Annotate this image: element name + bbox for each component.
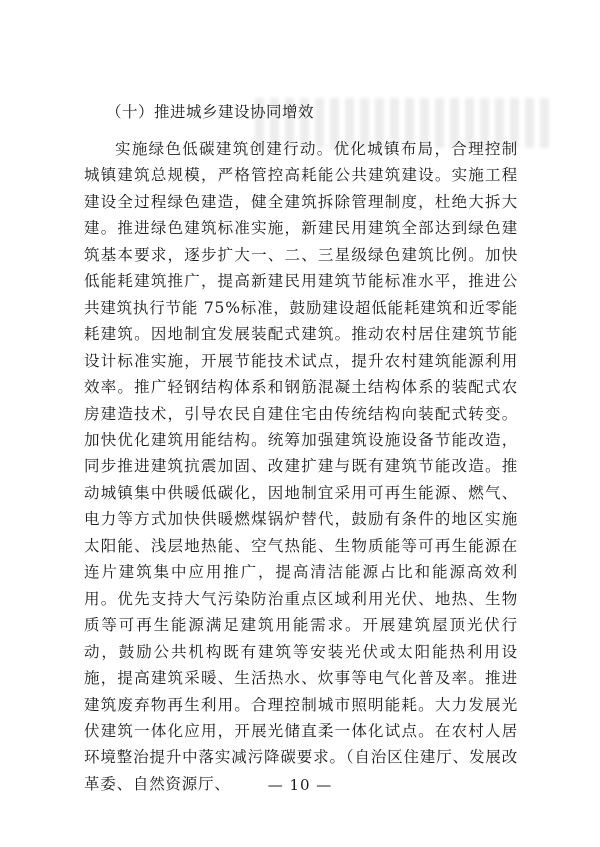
section-heading: （十）推进城乡建设协同增效 bbox=[106, 103, 315, 121]
page-number: — 10 — bbox=[267, 776, 333, 794]
body-paragraph: 实施绿色低碳建筑创建行动。优化城镇布局，合理控制城镇建筑总规模，严格管控高耗能公共建筑建设。实施工程建设全过程绿色建造，健全建筑拆除管理制度，杜绝大拆大建。推进绿色建筑标准实施，新建民用建筑全部达到绿色建筑基本要求，逐步扩大一、二、三星级绿色建筑比例。加快低能耗建筑推广，提高新建民用建筑节能标准水平，推进公共建筑执行节能 75%标准，鼓励建设超低能耗建筑和近零能耗建筑。因地制宜发展装配式建筑。推动农村居住建筑节能设计标准实施，开展节能技术试点，提升农村建筑能源利用效率。推广轻钢结构体系和钢筋混凝土结构体系的装配式农房建造技术，引导农民自建住宅由传统结构向装配式转变。加快优化建筑用能结构。统筹加强建筑设施设备节能改造，同步推进建筑抗震加固、改建扩建与既有建筑节能改造。推动城镇集中供暖低碳化，因地制宜采用可再生能源、燃气、电力等方式加快供暖燃煤锅炉替代，鼓励有条件的地区实施太阳能、浅层地热能、空气热能、生物质能等可再生能源在连片建筑集中应用推广，提高清洁能源占比和能源高效利用。优先支持大气污染防治重点区域利用光伏、地热、生物质等可再生能源满足建筑用能需求。开展建筑屋顶光伏行动，鼓励公共机构既有建筑等安装光伏或太阳能热利用设施，提高建筑采暖、生活热水、炊事等电气化普及率。推进建筑废弃物再生利用。合理控制城市照明能耗。大力发展光伏建筑一体化应用，开展光储直柔一体化试点。在农村人居环境整治提升中落实减污降碳要求。（自治区住建厅、发展改革委、自然资源厅、 bbox=[84, 140, 518, 793]
